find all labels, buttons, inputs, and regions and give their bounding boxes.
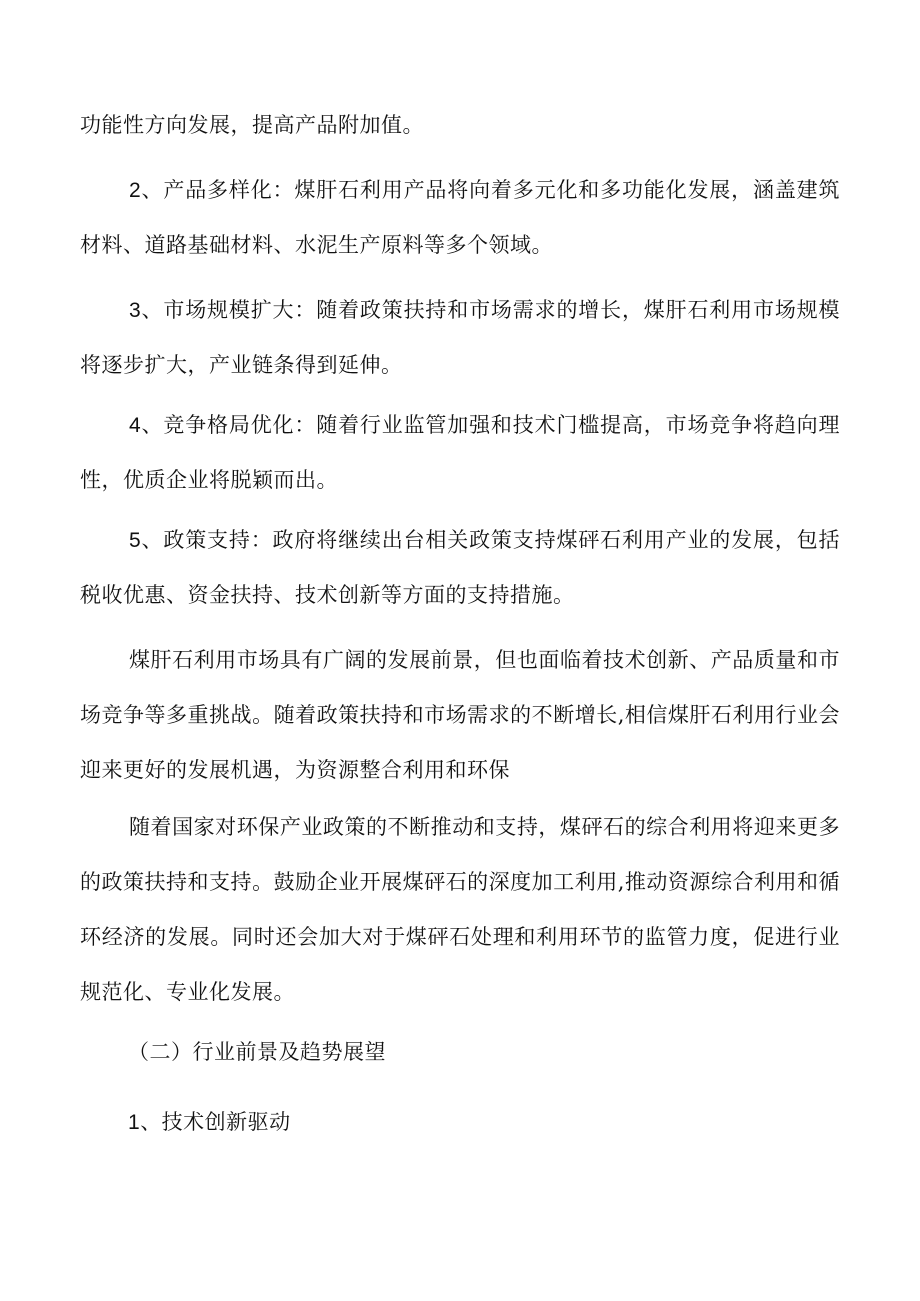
- paragraph-text: 随着国家对环保产业政策的不断推动和支持，煤砰石的综合利用将迎来更多的政策扶持和支持。鼓励企业开展煤砰石的深度加工利用,推动资源综合利用和循环经济的发展。同时还会加大对于煤砰石处理和利用环节的监管力度，促进行业规范化、专业化发展。: [80, 815, 840, 1004]
- list-item-number: 5: [129, 529, 142, 552]
- list-item-product-diversification: [80, 163, 840, 273]
- list-item-number: 4: [129, 414, 142, 437]
- list-item-text: 、市场规模扩大：随着政策扶持和市场需求的增长，煤肝石利用市场规模将逐步扩大，产业链条得到延伸。: [80, 298, 840, 377]
- paragraph-text: 功能性方向发展，提高产品附加值。: [80, 113, 424, 137]
- list-item-competition-optimization: [80, 398, 840, 508]
- paragraph-continuation: [80, 98, 840, 153]
- list-item-text: 、政策支持：政府将继续出台相关政策支持煤砰石利用产业的发展，包括税收优惠、资金扶持、技术创新等方面的支持措施。: [80, 528, 840, 607]
- paragraph-text: 煤肝石利用市场具有广阔的发展前景，但也面临着技术创新、产品质量和市场竞争等多重挑战。随着政策扶持和市场需求的不断增长,相信煤肝石利用行业会迎来更好的发展机遇，为资源整合利用和环保: [80, 648, 840, 782]
- list-item-number: 2: [129, 179, 142, 202]
- list-item-text: 、产品多样化：煤肝石利用产品将向着多元化和多功能化发展，涵盖建筑材料、道路基础材料、水泥生产原料等多个领域。: [80, 178, 840, 257]
- list-item-text: 、竞争格局优化：随着行业监管加强和技术门槛提高，市场竞争将趋向理性，优质企业将脱颖而出。: [80, 413, 840, 492]
- list-item-policy-support: [80, 513, 840, 623]
- section-heading: （二）行业前景及趋势展望: [128, 1040, 386, 1064]
- sub-heading-text: 、技术创新驱动: [140, 1110, 291, 1134]
- sub-heading-number: 1: [128, 1111, 141, 1134]
- list-item-number: 3: [129, 299, 142, 322]
- sub-heading-tech-innovation: [128, 1095, 291, 1150]
- paragraph-market-outlook: [80, 633, 840, 798]
- paragraph-policy-promotion: [80, 800, 840, 1020]
- list-item-market-expansion: [80, 283, 840, 393]
